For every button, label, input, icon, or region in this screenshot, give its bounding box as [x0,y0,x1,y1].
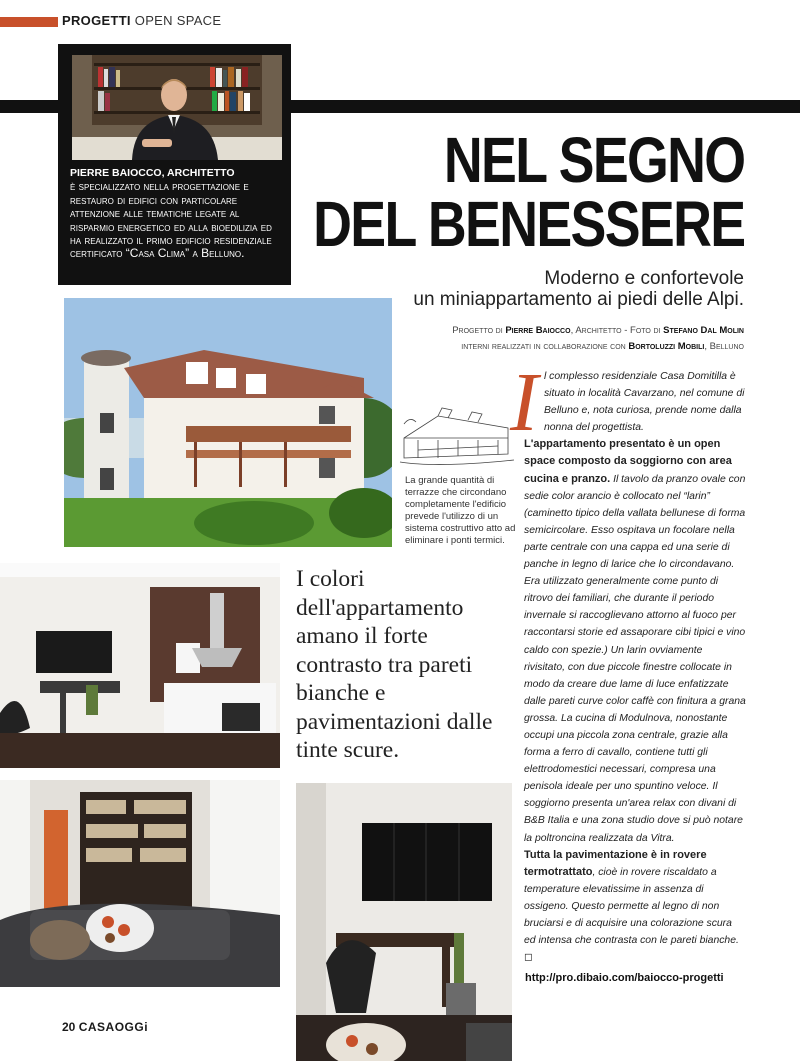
subtitle-line-1: Moderno e confortevole [544,268,744,289]
body-text-3: , cioè in rovere riscaldato a temperature elevatissime in assenza di ossigeno. Questo permette al legno di non bruciarsi e di acquisire una colorazione scura ed intensa che contrasta con le pareti bianche. [524,866,739,947]
architect-name: PIERRE BAIOCCO, ARCHITETTO [70,167,235,179]
credits-photographer: Stefano Dal Molin [663,325,744,336]
living-room-image [0,780,280,987]
credits-designer: Pierre Baiocco [505,325,571,336]
end-mark-icon: ◻ [524,952,533,964]
credits-interiors-prefix: interni realizzati in collaborazione con [461,341,626,352]
lead-in-bold: L'appartamento presentato è un open space composto da soggiorno con area cucina e pranzo. [524,438,732,485]
body-paragraph-2 [524,436,746,846]
body-text-2: Il tavolo da pranzo ovale con sedie color arancio è collocato nel “larin” (caminetto tipico della vallata bellunese di forma semicircolare. Esso ospitava un focolare nella parte centrale con una cappa ed una serie di panche in legno di larice che lo circondavano. Era utilizzato generalmente come punto di ritrovo dei familiari, che durante il periodo invernale si raccoglievano attorno al fuoco per raccontarsi storie ed assaporare cibi tipici e vino caldo con spezie.) Un larin ovviamente rivisitato, con due piccole finestre collocate in modo da creare due lame di luce enfatizzate dalle pareti curve color caffè con finitura a grana grossa. La cucina di Modulnova, nonostante occupi una piccola zona centrale, grazie alla forma a ferro di cavallo, contiene tutti gli elettrodomestici necessari, compresa una penisola ideale per uno spuntino veloce. Il soggiorno presenta un'area relax con divani di B&B Italia e una zona studio dove si può notare la poltroncina realizzata da Vitra. [524,473,746,844]
kitchen-photo [0,563,280,768]
subtitle-line-2: un miniappartamento ai piedi delle Alpi. [413,289,744,310]
architect-bio-block [70,167,285,261]
drop-cap: I [510,356,538,449]
credits-city: , Belluno [704,341,744,352]
header-accent-bar [0,17,58,27]
credits-role: , Architetto - Foto di [570,325,661,336]
credits-company: Bortoluzzi Mobili [628,341,705,352]
article-title [312,124,744,260]
kitchen-image [0,563,280,768]
title-line-2: DEL BENESSERE [312,188,744,260]
building-exterior-photo [64,298,392,547]
title-line-1: NEL SEGNO [443,124,744,196]
credits-line-1 [452,323,744,339]
architect-portrait-image [72,55,282,160]
architect-photo [72,55,282,160]
dining-area-photo [296,783,512,1061]
page-number: 20 [62,1020,76,1034]
body-paragraph-1 [510,356,746,449]
intro-text: l complesso residenziale Casa Domitilla è situato in località Cavarzano, nel comune di Belluno e, nota curiosa, prende nome dalla nonna del progettista. [543,371,745,434]
photo-credits [452,323,744,355]
exterior-photo-caption: La grande quantità di terrazze che circondano completamente l'edificio prevede l'utilizzo di un sistema costruttivo atto ad eliminare i ponti termici. [405,475,516,546]
pull-quote: I colori dell'appartamento amano il forte contrasto tra pareti bianche e pavimentazioni dalle tinte scure. [296,566,493,763]
dining-area-image [296,783,512,1061]
subsection-label: OPEN SPACE [134,13,222,28]
page-footer [62,1020,148,1034]
body-paragraph-3 [524,847,746,967]
building-sketch [398,398,516,470]
section-header [62,13,221,28]
flooring-bold: Tutta la pavimentazione è in rovere termotrattato [524,848,707,878]
living-room-photo [0,780,280,987]
architect-bio: è specializzato nella progettazione e restauro di edifici con particolare attenzione alle tematiche legate al risparmio energetico ed alla bioedilizia ed ha realizzato il primo edificio residenziale certificato “Casa Clima” a Belluno. [70,179,272,261]
credits-line-2 [452,339,744,355]
article-body [510,356,746,966]
section-label: PROGETTI [62,13,131,28]
building-exterior-image [64,298,392,547]
building-sketch-drawing [398,398,516,470]
article-subtitle [413,268,744,310]
magazine-logo: CASAOGGi [78,1020,149,1034]
article-link[interactable]: http://pro.dibaio.com/baiocco-progetti [525,972,724,984]
credits-prefix: Progetto di [452,325,503,336]
